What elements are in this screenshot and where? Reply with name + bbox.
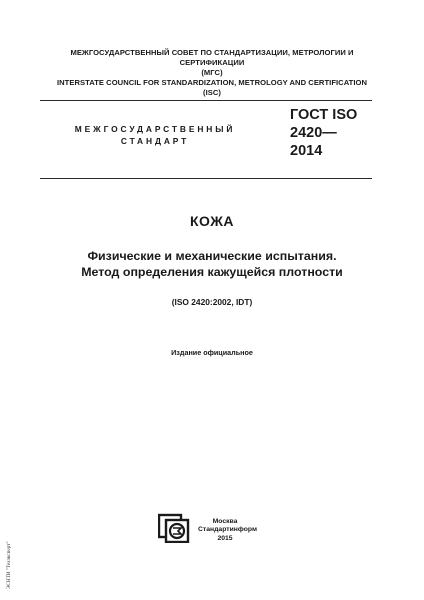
council-header	[40, 48, 384, 98]
council-name-en: INTERSTATE COUNCIL FOR STANDARDIZATION, METROLOGY AND CERTIFICATION	[56, 78, 368, 87]
publisher-name: Стандартинформ	[198, 526, 257, 534]
council-abbr-ru: (МГС)	[201, 68, 223, 77]
standartinform-logo-icon	[158, 513, 198, 543]
publisher-block	[198, 518, 257, 543]
publisher-year: 2015	[217, 534, 233, 542]
standard-designation	[290, 106, 390, 160]
subtitle-line2: Метод определения кажущейся плотности	[81, 265, 343, 279]
publisher-city: Москва	[212, 518, 238, 525]
subtitle-line1: Физические и механические испытания.	[87, 249, 337, 263]
council-abbr-en: (ISC)	[203, 88, 221, 97]
bottom-divider	[40, 178, 372, 179]
document-title: КОЖА	[189, 213, 234, 229]
iso-reference: (ISO 2420:2002, IDT)	[171, 297, 253, 307]
standard-type	[70, 123, 240, 147]
designation-line2: 2420—	[290, 125, 337, 141]
top-divider	[40, 100, 372, 101]
designation-line3: 2014	[290, 143, 323, 159]
document-subtitle	[0, 248, 424, 280]
standard-type-line1: МЕЖГОСУДАРСТВЕННЫЙ	[74, 124, 236, 134]
vertical-seal-text	[3, 518, 13, 590]
svg-text:ЭСНТИ "Техэксперт": ЭСНТИ "Техэксперт"	[6, 541, 12, 589]
edition-label: Издание официальное	[171, 348, 253, 357]
designation-line1: ГОСТ ISO	[290, 107, 358, 123]
council-name-ru: МЕЖГОСУДАРСТВЕННЫЙ СОВЕТ ПО СТАНДАРТИЗАЦИИ, МЕТРОЛОГИИ И СЕРТИФИКАЦИИ	[70, 48, 354, 67]
standard-type-line2: СТАНДАРТ	[120, 136, 190, 146]
